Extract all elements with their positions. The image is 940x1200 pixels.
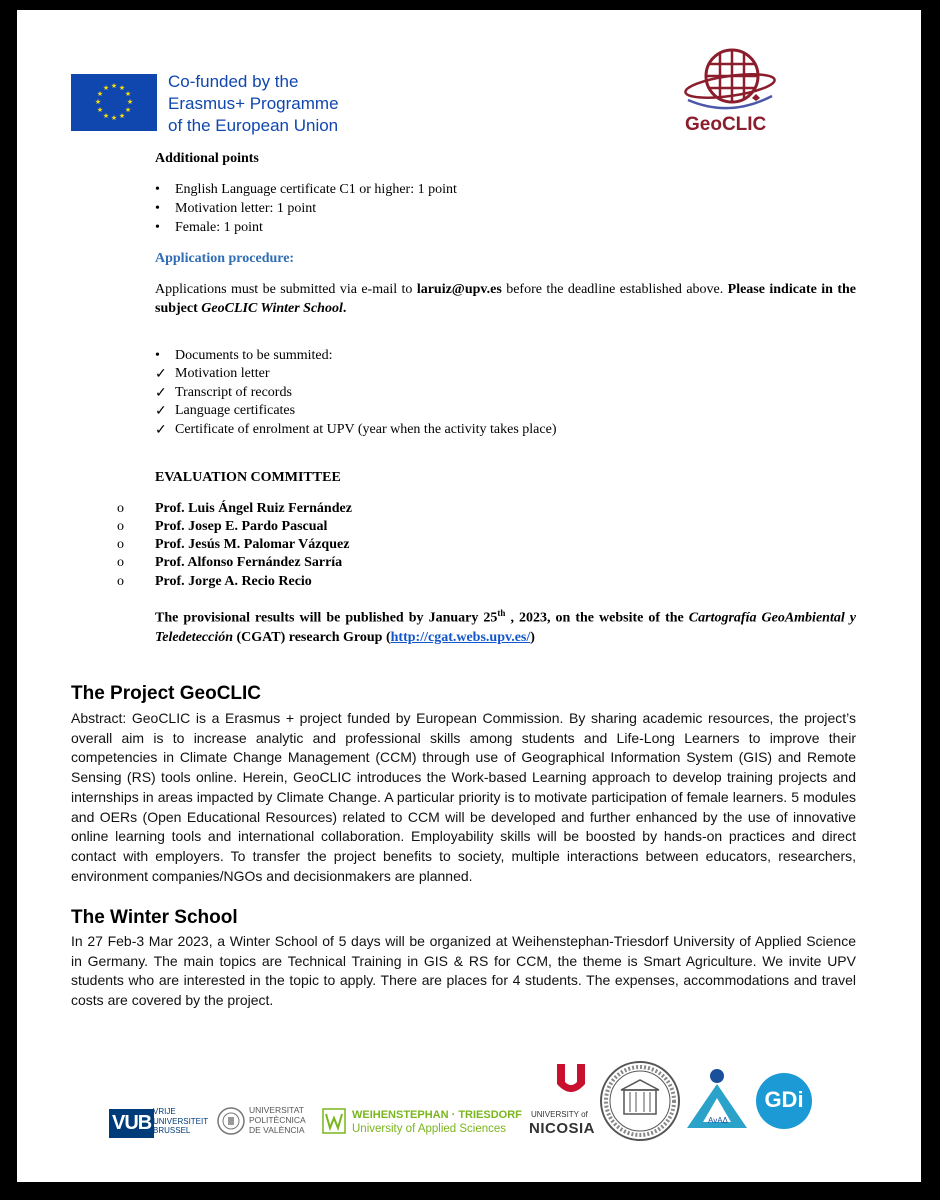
application-subject-note: Please indicate in the subject <box>155 282 856 316</box>
project-heading: The Project GeoCLIC <box>71 683 262 704</box>
svg-text:★: ★ <box>124 106 132 114</box>
svg-text:★: ★ <box>96 106 104 114</box>
application-text-prefix: Applications must be submitted via e-mail to <box>155 282 417 297</box>
svg-text:★: ★ <box>102 112 110 120</box>
svg-text:★: ★ <box>118 84 126 92</box>
check-icon: ✓ <box>155 423 167 438</box>
svg-text:★: ★ <box>96 90 104 98</box>
document-item: Language certificates <box>175 403 296 418</box>
winter-school-heading: The Winter School <box>71 907 238 928</box>
eu-stars-icon <box>71 74 157 131</box>
results-part4: ) <box>530 629 535 645</box>
vub-name <box>153 1107 208 1136</box>
committee-member: Prof. Alfonso Fernández Sarría <box>155 555 343 570</box>
upv-name <box>249 1105 306 1135</box>
eu-line-2: Erasmus+ Programme <box>168 94 339 113</box>
gdi-text: GDi <box>764 1087 804 1112</box>
nicosia-emblem-icon <box>553 1062 589 1096</box>
check-icon: ✓ <box>155 367 167 382</box>
winter-school-text: In 27 Feb-3 Mar 2023, a Winter School of 5 days will be organized at Weihenstephan-Triesdorf University of Applied Science in Germany. The main topics are Technical Training in GIS & RS for CCM, the theme is Smart Agriculture. We invite UPV students who are interested in the topic to apply. There are places for 4 students. The expenses, accommodations and travel costs are covered by the project. <box>71 933 856 1009</box>
avad-text: AvAΔ <box>708 1116 728 1125</box>
committee-member: Prof. Jesús M. Palomar Vázquez <box>155 537 350 552</box>
nicosia-name: NICOSIA <box>529 1120 596 1137</box>
seal-icon <box>599 1060 681 1142</box>
application-procedure-heading: Application procedure: <box>155 251 295 266</box>
upv-line: UNIVERSITAT <box>249 1105 304 1115</box>
svg-text:★: ★ <box>126 98 134 106</box>
circle-bullet: o <box>117 555 124 570</box>
application-subject: GeoCLIC Winter School <box>201 301 343 316</box>
geoclic-logo <box>680 46 780 136</box>
bullet: • <box>155 348 160 363</box>
results-part1: The provisional results will be published by January 25 <box>155 610 498 626</box>
provisional-results <box>155 604 856 647</box>
check-icon: ✓ <box>155 404 167 419</box>
circle-bullet: o <box>117 519 124 534</box>
cgat-link[interactable]: http://cgat.webs.upv.es/ <box>390 629 531 645</box>
eu-line-3: of the European Union <box>168 116 339 135</box>
results-sup: th <box>497 608 506 618</box>
committee-member: Prof. Jorge A. Recio Recio <box>155 574 312 589</box>
university-seal <box>599 1060 681 1142</box>
circle-bullet: o <box>117 574 124 589</box>
document-page <box>17 10 921 1182</box>
results-group-name: Cartografía GeoAmbiental y Teledetección <box>155 610 856 645</box>
svg-text:★: ★ <box>110 82 118 90</box>
upv-logo <box>217 1104 337 1144</box>
nicosia-small-text: UNIVERSITY of <box>531 1110 588 1119</box>
application-subject-end: . <box>342 301 347 316</box>
results-part3: (CGAT) research Group ( <box>233 629 391 645</box>
svg-text:★: ★ <box>118 112 126 120</box>
additional-point-item: Female: 1 point <box>175 220 263 235</box>
upv-line: POLITÈCNICA <box>249 1115 306 1125</box>
upv-seal-icon <box>217 1106 245 1136</box>
circle-bullet: o <box>117 537 124 552</box>
document-item: Certificate of enrolment at UPV (year when the activity takes place) <box>175 422 557 437</box>
results-part2: , 2023, on the website of the <box>505 610 689 626</box>
application-email: laruiz@upv.es <box>416 282 502 297</box>
geoclic-logo-text: GeoCLIC <box>685 114 767 135</box>
additional-point-item: Motivation letter: 1 point <box>175 201 317 216</box>
vub-logo <box>109 1105 209 1145</box>
hswt-subtitle: University of Applied Sciences <box>352 1123 507 1135</box>
vub-line: VRIJE <box>153 1107 176 1116</box>
application-text-middle: before the deadline established above. <box>501 282 728 297</box>
eu-flag <box>71 74 157 131</box>
committee-member: Prof. Josep E. Pardo Pascual <box>155 519 328 534</box>
check-icon: ✓ <box>155 386 167 401</box>
hswt-logo <box>322 1106 532 1142</box>
additional-points-heading: Additional points <box>155 151 259 166</box>
document-item: Transcript of records <box>175 385 292 400</box>
eu-line-1: Co-funded by the <box>168 72 299 91</box>
upv-line: DE VALÈNCIA <box>249 1125 305 1135</box>
project-abstract: Abstract: GeoCLIC is a Erasmus + project funded by European Commission. By sharing academic resources, the project’s overall aim is to increase analytic and professional skills among students and Life-Long Learners to improve their competencies in Climate Change Management (CCM) through use of Geographical Information System (GIS) and Remote Sensing (RS) tools online. Herein, GeoCLIC introduces the Work-based Learning approach to develop training projects and internships in areas impacted by Climate Change. A particular priority is to motivate participation of female learners. 5 modules and OERs (Open Educational Resources) related to CCM will be developed and further enhanced by the use of innovative online learning tools and international collaboration. Employability skills will be boosted by hands-on practices and direct contact with employers. To transfer the project benefits to society, multiple interactions between educators, researchers, environment companies/NGOs and decisionmakers are planned. <box>71 710 856 884</box>
svg-text:★: ★ <box>110 114 118 122</box>
vub-line: BRUSSEL <box>153 1126 191 1135</box>
committee-heading: EVALUATION COMMITTEE <box>155 470 341 485</box>
vub-mark: VUB <box>109 1109 154 1138</box>
additional-point-item: English Language certificate C1 or higher: 1 point <box>175 182 457 197</box>
vub-line: UNIVERSITEIT <box>153 1116 209 1126</box>
svg-text:★: ★ <box>102 84 110 92</box>
svg-text:★: ★ <box>94 98 102 106</box>
hswt-name: WEIHENSTEPHAN · TRIESDORF <box>352 1109 522 1121</box>
avad-logo <box>683 1068 751 1138</box>
svg-text:★: ★ <box>124 90 132 98</box>
documents-label: Documents to be summited: <box>175 348 333 363</box>
gdi-logo <box>756 1073 812 1129</box>
document-item: Motivation letter <box>175 366 270 381</box>
circle-bullet: o <box>117 501 124 516</box>
application-instructions <box>155 280 856 318</box>
hswt-w-icon <box>322 1108 346 1134</box>
eu-cofunded-text <box>168 71 339 137</box>
nicosia-logo <box>529 1062 609 1142</box>
committee-member: Prof. Luis Ángel Ruiz Fernández <box>155 501 352 516</box>
bullet: • <box>155 220 160 235</box>
bullet: • <box>155 182 160 197</box>
globe-icon <box>680 46 780 118</box>
bullet: • <box>155 201 160 216</box>
